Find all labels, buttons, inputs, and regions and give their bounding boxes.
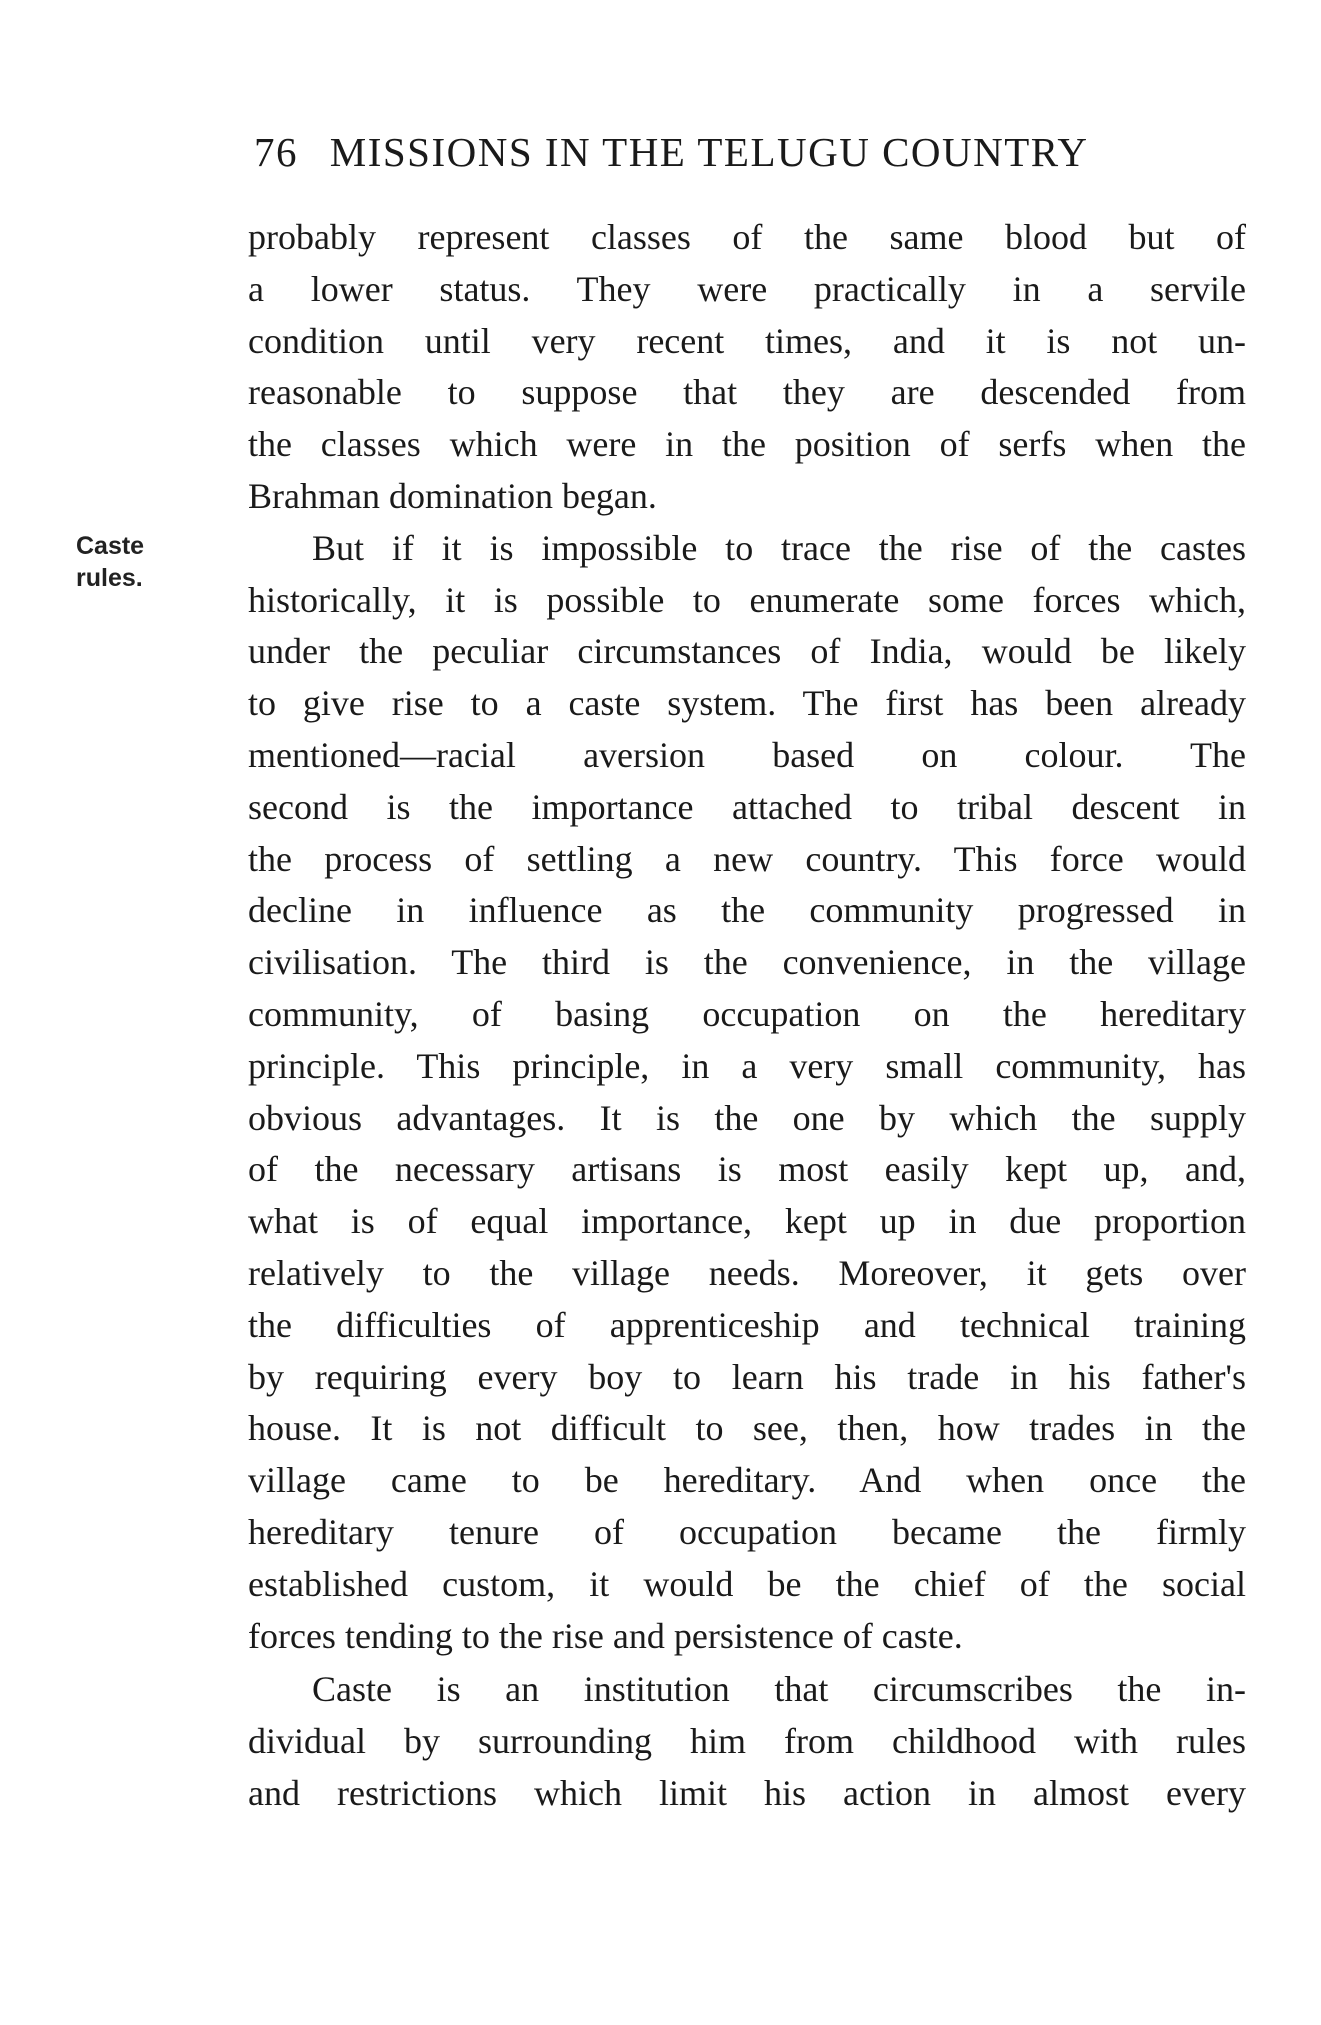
- text-line: dividual by surrounding him from childhood with rules: [248, 1721, 1246, 1762]
- text-line: obvious advantages. It is the one by which the supply: [248, 1097, 1246, 1138]
- running-title: MISSIONS IN THE TELUGU COUNTRY: [329, 129, 1089, 175]
- paragraph: [248, 212, 1246, 523]
- text-line: probably represent classes of the same blood but of: [248, 217, 1246, 257]
- text-line: civilisation. The third is the convenience, in the village: [248, 942, 1246, 983]
- text-line: of the necessary artisans is most easily kept up, and,: [248, 1149, 1246, 1190]
- text-line: second is the importance attached to tribal descent in: [248, 786, 1246, 827]
- text-line: principle. This principle, in a very small community, has: [248, 1045, 1246, 1086]
- text-line: village came to be hereditary. And when once the: [248, 1460, 1246, 1501]
- text-line: to give rise to a caste system. The first has been already: [248, 683, 1246, 724]
- margin-note-line: Caste: [76, 532, 145, 560]
- text-line: under the peculiar circumstances of India, would be likely: [248, 631, 1246, 672]
- text-line: and restrictions which limit his action in almost every: [248, 1772, 1246, 1813]
- text-line: the difficulties of apprenticeship and technical training: [248, 1304, 1246, 1345]
- text-line: Caste is an institution that circumscribes the in-: [312, 1669, 1246, 1710]
- text-line: by requiring every boy to learn his trade in his father's: [248, 1356, 1246, 1397]
- text-line: the process of settling a new country. This force would: [248, 838, 1246, 879]
- body-text: [248, 212, 1246, 1820]
- text-line: forces tending to the rise and persistence of caste.: [248, 1615, 963, 1656]
- text-line: a lower status. They were practically in a servile: [248, 268, 1246, 309]
- text-line: what is of equal importance, kept up in due proportion: [248, 1201, 1246, 1242]
- running-head: [254, 128, 1254, 176]
- text-line: decline in influence as the community progressed in: [248, 890, 1246, 931]
- text-line: community, of basing occupation on the hereditary: [248, 993, 1246, 1034]
- text-line: historically, it is possible to enumerate some forces which,: [248, 579, 1246, 620]
- text-line: house. It is not difficult to see, then, how trades in the: [248, 1408, 1246, 1449]
- text-line: Brahman domination began.: [248, 475, 657, 516]
- paragraph: [248, 1664, 1246, 1819]
- margin-note: [76, 530, 144, 594]
- text-line: relatively to the village needs. Moreover, it gets over: [248, 1252, 1246, 1293]
- text-line: But if it is impossible to trace the rise of the castes: [312, 527, 1246, 568]
- page-number: 76: [254, 129, 298, 175]
- paragraph: [248, 523, 1246, 1663]
- text-line: the classes which were in the position of serfs when the: [248, 424, 1246, 465]
- text-line: established custom, it would be the chief of the social: [248, 1563, 1246, 1604]
- text-line: condition until very recent times, and it is not un-: [248, 320, 1246, 361]
- text-line: hereditary tenure of occupation became the firmly: [248, 1511, 1246, 1552]
- margin-note-line: rules.: [76, 564, 143, 592]
- text-line: reasonable to suppose that they are descended from: [248, 372, 1246, 413]
- text-line: mentioned—racial aversion based on colour. The: [248, 734, 1246, 775]
